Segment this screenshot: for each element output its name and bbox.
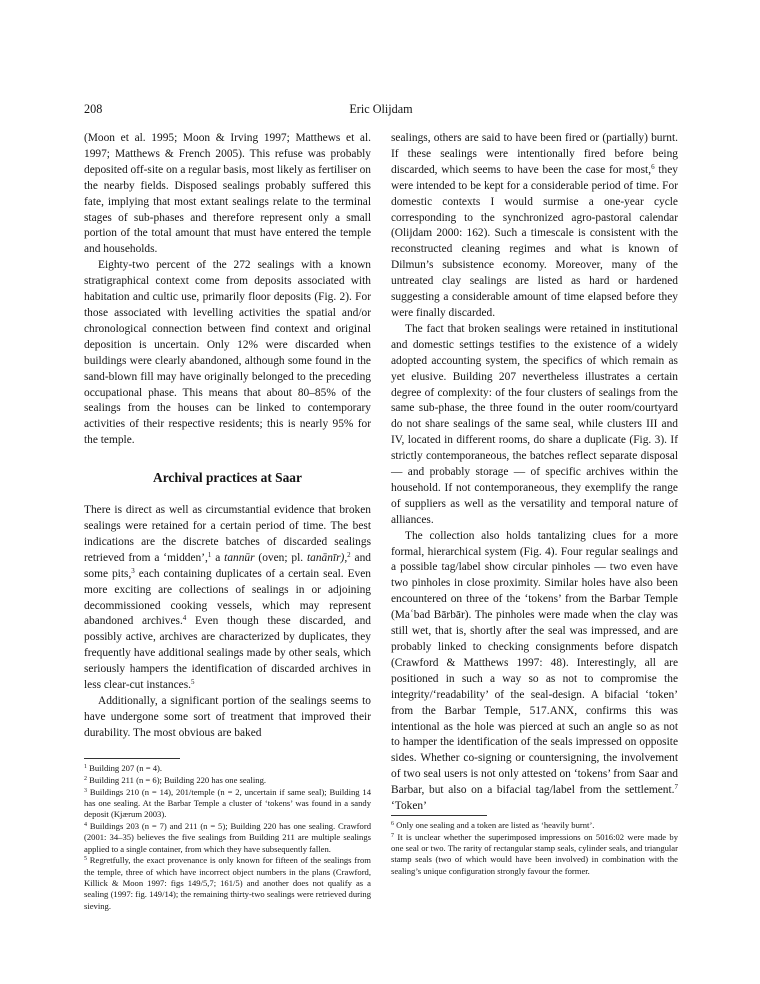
footnote-4 <box>84 821 371 855</box>
text-run: a <box>211 551 225 564</box>
term-tananir: tanānīr), <box>306 551 348 564</box>
footnote-rule <box>84 758 180 759</box>
footnote-text: It is unclear whether the superimposed impressions on 5016:02 were made by one seal or two. The rarity of rectangular stamp seals, cylinder seals, and triangular stamp seals (two of which would have been involved) in combination with the sealing’s unique configuration strongly favour the former. <box>391 831 678 876</box>
footnote-ref-4[interactable]: 4 <box>182 614 187 623</box>
left-paragraph-4: Additionally, a significant portion of the sealings seems to have undergone some sort of treatment that improved their durability. The most obvious are baked <box>84 695 371 739</box>
text-run: sealings, others are said to have been fired or (partially) burnt. If these sealings were intentionally fired before being discarded, which seems to have been the case for most, <box>391 132 678 176</box>
footnote-ref-1[interactable]: 1 <box>207 550 212 559</box>
text-run: and some pits, <box>84 551 371 580</box>
footnote-text: Buildings 210 (n = 14), 201/temple (n = 2, uncertain if same seal); Building 14 has one sealing. At the Barbar Temple a cluster of ‘tokens’ was found in a sandy deposit (Kjærum 2003). <box>84 786 371 820</box>
text-run: The collection also holds tantalizing clues for a more formal, hierarchical system (Fig. 4). Four regular sealings and a possible tag/label show circular pinholes — two even have two pinholes in close proximity. Similar holes have also been encountered on three of the ‘tokens’ from the Barbar Temple (Maʿbad Bārbār). The pinholes were made when the clay was still wet, that is, shortly after the seal was impressed, and are probably linked to checking consignments before dispatch (Crawford & Matthews 1997: 48). Interestingly, all are positioned in such a way so as not to compromise the integrity/‘readability’ of the seal-design. A bifacial ‘token’ from the Barbar Temple, 517.ANX, confirms this was intentional as the hole was pierced at such an angle so as not to hamper the identification of the seals impressed on opposite sides. Whether co-signing or countersigning, the involvement of two seal users is not only attested on ‘tokens’ from Saar and Barbar, but also on a bifacial tag/label from the settlement. <box>391 529 678 797</box>
footnote-text: Only one sealing and a token are listed as ‘heavily burnt’. <box>394 820 595 830</box>
footnote-number: 1 <box>84 764 87 770</box>
footnote-rule <box>391 815 487 816</box>
footnote-7 <box>391 832 678 877</box>
footnotes-left <box>84 758 371 912</box>
term-tannur: tannūr <box>224 551 255 564</box>
footnote-text: Building 207 (n = 4). <box>87 763 163 773</box>
footnote-text: Buildings 203 (n = 7) and 211 (n = 5); Building 220 has one sealing. Crawford (2001: 34–35) believes the five sealings from Building 211 are multiple sealings applied to a single container, from which they have subsequently fallen. <box>84 820 371 854</box>
footnote-number: 3 <box>84 787 87 794</box>
footnotes-right <box>391 815 678 877</box>
footnote-ref-2[interactable]: 2 <box>347 550 351 559</box>
left-paragraph-1: (Moon et al. 1995; Moon & Irving 1997; Matthews et al. 1997; Matthews & French 2005). This refuse was probably deposited off-site on a regular basis, most likely as fertiliser on the nearby fields. Disposed sealings probably suffered this fate, implying that most extant sealings relate to the terminal stages of sub-phases and therefore represent only a small portion of the total amount that must have entered the temple and households. <box>84 132 371 256</box>
right-paragraph-3 <box>391 529 678 815</box>
footnote-2 <box>84 775 371 786</box>
text-run: ‘Token’ <box>391 800 427 813</box>
footnote-number: 2 <box>84 775 87 782</box>
text-run: they were intended to be kept for a considerable period of time. For domestic contexts I would surmise a one-year cycle corresponding to the synchronized agro-pastoral calendar (Olijdam 2000: 162). Such a timescale is consistent with the reconstructed cleaning regimes and what is known of Dilmun’s subsistence economy. Moreover, many of the untreated clay sealings are listed as hard or hardened suggesting a considerable amount of time elapsed before they were finally discarded. <box>391 163 678 319</box>
footnote-5 <box>84 855 371 911</box>
running-head-author: Eric Olijdam <box>349 102 413 116</box>
text-run: each containing duplicates of a certain seal. Even more exciting are collections of sealings in or adjoining decommissioned cooking vessels, which may represent abandoned archives. <box>84 567 371 628</box>
footnote-3 <box>84 787 371 821</box>
footnote-number: 4 <box>84 821 87 828</box>
footnote-number: 5 <box>84 856 87 863</box>
right-paragraph-1 <box>391 131 678 322</box>
footnote-number: 7 <box>391 832 394 839</box>
left-paragraph-2: Eighty-two percent of the 272 sealings with a known stratigraphical context come from deposits associated with habitation and cultic use, primarily floor deposits (Fig. 2). For those associated with levelling activities the spatial and/or chronological connection between find context and original deposition is uncertain. Only 12% were discarded when buildings were clearly abandoned, although some found in the sand-blown fill may have originally belonged to the preceding occupational phase. This means that about 80–85% of the sealings from the houses can be linked to contemporary activities of their respective residents; this is nearly 95% for the temple. <box>84 259 371 447</box>
footnote-ref-6[interactable]: 6 <box>651 162 655 171</box>
footnote-text: Regretfully, the exact provenance is only known for fifteen of the sealings from the temple, three of which have incorrect object numbers in the plans (Crawford, Killick & Moon 1997: figs 149/5,7; 161/5) and another does not qualify as a sealing (1997: fig. 149/14); the remaining thirty-two sealings were retrieved during sieving. <box>84 855 371 911</box>
text-run: Even though these discarded, and possibly active, archives are characterized by duplicates, they frequently have additional sealings made by other seals, which seriously hampers the identification of discarded archives in less clear-cut instances. <box>84 615 371 692</box>
right-column <box>391 131 678 815</box>
footnote-ref-5[interactable]: 5 <box>191 678 195 687</box>
footnote-6 <box>391 820 678 831</box>
right-paragraph-2: The fact that broken sealings were retained in institutional and domestic settings testifies to the existence of a widely adopted accounting system, the specifics of which remain as yet elusive. Building 207 nevertheless illustrates a certain degree of complexity: of the four clusters of sealings from the same sub-phase, the three found in the outer room/courtyard do not share sealings of the same seal, while clusters III and IV, located in different rooms, do share a duplicate (Fig. 3). If strictly contemporaneous, the batches reflect separate disposal — and probably storage — of specific archives within the household. If not contemporaneous, they exemplify the range of suppliers as well as the versatility and temporal nature of alliances. <box>391 322 678 526</box>
footnote-ref-7[interactable]: 7 <box>674 783 678 792</box>
text-run: (oven; pl. <box>254 551 307 564</box>
page-number: 208 <box>84 102 103 116</box>
footnote-1 <box>84 763 371 774</box>
footnote-ref-3[interactable]: 3 <box>131 566 135 575</box>
left-paragraph-3 <box>84 503 371 694</box>
running-head <box>84 102 678 118</box>
footnote-text: Building 211 (n = 6); Building 220 has one sealing. <box>87 774 267 785</box>
footnote-number: 6 <box>391 821 394 827</box>
left-column <box>84 131 371 742</box>
section-heading: Archival practices at Saar <box>153 470 302 486</box>
text-run: There is direct as well as circumstantial evidence that broken sealings were retained for a certain period of time. The best indications are the discrete batches of discarded sealings retrieved from a ‘midden’, <box>84 504 371 564</box>
